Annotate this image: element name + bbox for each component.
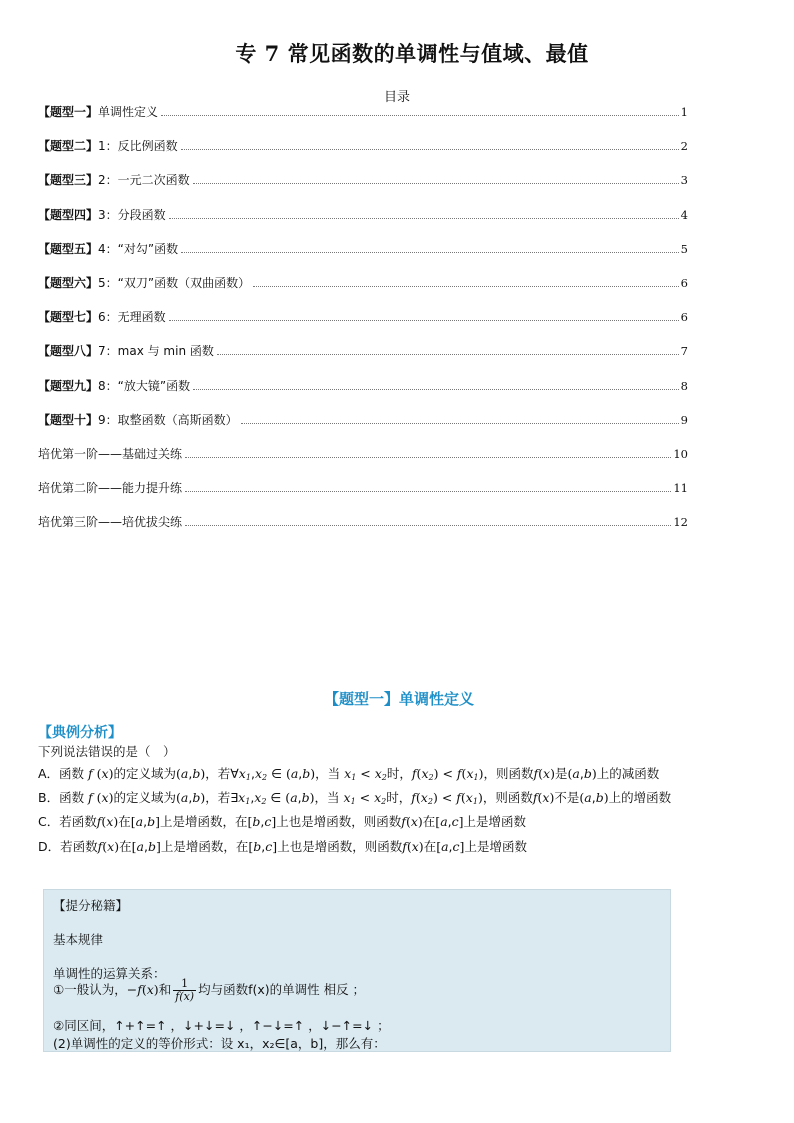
toc-entry-text: 7：max 与 min 函数 — [98, 344, 214, 359]
toc-entry-label — [38, 275, 250, 291]
toc-entry-tag: 【题型七】 — [38, 310, 99, 325]
toc-leader-dots — [181, 148, 679, 150]
tip-line-3: ①一般认为，−f(x)和 $\frac{1}{f(x)}$ 均与函数f(x)的单调性 相反 ； — [53, 977, 366, 1003]
section-title: 【题型一】单调性定义 — [323, 690, 474, 708]
toc-leader-dots — [161, 114, 679, 116]
toc-entry-tag: 【题型十】 — [38, 412, 99, 427]
toc-entry[interactable] — [38, 412, 688, 446]
toc-entry-tag: 【题型四】 — [38, 207, 99, 222]
tip-line-4: ②同区间，↑+↑=↑ ，↓+↓=↓ ，↑−↓=↑ ，↓−↑=↓ ； — [53, 1018, 390, 1033]
toc-leader-dots — [169, 217, 679, 219]
toc-leader-dots — [181, 251, 679, 253]
option-d: D．若函数f(x)在[a,b]上是增函数，在[b,c]上也是增函数，则函数f(x)在[a,c]上是增函数 — [38, 838, 527, 854]
toc-entry[interactable] — [38, 104, 688, 138]
toc-heading: 目录 — [383, 90, 410, 105]
toc-entry-label — [38, 104, 158, 120]
toc-page-number: 6 — [680, 310, 688, 325]
toc-entry-text: 培优第一阶——基础过关练 — [38, 446, 183, 461]
toc-entry-label — [38, 241, 178, 257]
toc-page-number: 1 — [680, 105, 688, 119]
toc-page-number: 5 — [680, 241, 688, 256]
toc-page-number: 11 — [673, 481, 688, 496]
option-a: A．函数 f (x)的定义域为(a,b)，若$\forall x_1,x_2$ ∈ (a,b)，当 $x_1 < x_2$时，$f(x_2) < f(x_1)$，则函数f(x)是(a,b)上的减函数 — [38, 766, 660, 782]
toc-entry[interactable] — [38, 138, 688, 172]
question-stem: 下列说法错误的是（ ） — [38, 744, 176, 759]
tip-header: 【提分秘籍】 — [53, 898, 129, 913]
option-c: C．若函数f(x)在[a,b]上是增函数，在[b,c]上也是增函数，则函数f(x)在[a,c]上是增函数 — [38, 814, 527, 830]
toc-entry-label — [38, 514, 182, 530]
document-title: 专 7 常见函数的单调性与值域、最值 — [235, 41, 589, 66]
toc-entry-label — [38, 378, 190, 394]
toc-leader-dots — [253, 285, 679, 287]
toc-entry-tag: 【题型五】 — [38, 241, 99, 256]
toc-entry-tag: 【题型八】 — [38, 344, 99, 359]
toc-leader-dots — [185, 524, 671, 526]
toc-page-number: 3 — [680, 173, 688, 188]
toc-entry[interactable] — [38, 378, 688, 412]
toc-entry-text: 培优第二阶——能力提升练 — [38, 481, 183, 496]
toc-leader-dots — [241, 422, 679, 424]
toc-entry[interactable] — [38, 309, 688, 343]
toc-page-number: 9 — [680, 412, 688, 427]
toc-page-number: 12 — [673, 515, 688, 530]
toc-entry-text: 8：“放大镜”函数 — [98, 378, 191, 393]
toc-entry-tag: 【题型一】 — [38, 105, 99, 119]
toc-leader-dots — [185, 456, 671, 458]
toc-leader-dots — [193, 182, 679, 184]
toc-page-number: 8 — [680, 378, 688, 393]
option-b: B．函数 f (x)的定义域为(a,b)，若$\exists x_1,x_2$ ∈ (a,b)，当 $x_1 < x_2$时，$f(x_2) < f(x_1)$，则函数f(x)不是(a,b)上的增函数 — [38, 790, 672, 807]
reciprocal-fraction: $\frac{1}{f(x)}$ — [175, 977, 195, 1003]
tip-line-5: (2)单调性的定义的等价形式：设 x₁，x₂∈[a，b]，那么有： — [53, 1036, 386, 1051]
tip-line-2: 单调性的运算关系： — [53, 966, 166, 981]
toc-entry-text: 2：一元二次函数 — [98, 173, 190, 188]
toc-entry-label — [38, 412, 238, 428]
toc-entry-text: 1：反比例函数 — [98, 139, 178, 154]
toc-entry-label — [38, 480, 182, 496]
toc-entry-tag: 【题型六】 — [38, 275, 99, 290]
toc-entry-label — [38, 446, 182, 462]
toc-entry-tag: 【题型二】 — [38, 139, 99, 154]
toc-entry-text: 6：无理函数 — [98, 310, 166, 325]
toc-page-number: 7 — [680, 344, 688, 359]
toc-entry[interactable] — [38, 446, 688, 480]
toc-page-number: 10 — [673, 446, 688, 461]
toc-entry-label — [38, 207, 166, 223]
toc-entry-label — [38, 138, 178, 154]
toc-entry[interactable] — [38, 241, 688, 275]
toc-entry-label — [38, 309, 166, 325]
toc-entry-text: 3：分段函数 — [98, 207, 166, 222]
toc-leader-dots — [169, 319, 679, 321]
example-label: 【典例分析】 — [38, 725, 122, 741]
toc-page-number: 6 — [680, 275, 688, 290]
toc-leader-dots — [185, 490, 671, 492]
toc-entry-text: 9：取整函数（高斯函数） — [98, 412, 238, 427]
toc-entry-text: 4：“对勾”函数 — [98, 241, 179, 256]
toc-entry[interactable] — [38, 207, 688, 241]
options-list — [38, 764, 778, 861]
toc-entry-tag: 【题型九】 — [38, 378, 99, 393]
toc-leader-dots — [217, 353, 679, 355]
toc-page-number: 2 — [680, 139, 688, 154]
toc-leader-dots — [193, 388, 679, 390]
toc-entry-text: 5：“双刀”函数（双曲函数） — [98, 275, 251, 290]
toc-entry[interactable] — [38, 275, 688, 309]
toc-entry[interactable] — [38, 514, 688, 548]
toc-entry-text: 单调性定义 — [98, 105, 159, 119]
toc-entry-text: 培优第三阶——培优拔尖练 — [38, 515, 183, 530]
toc-entry-tag: 【题型三】 — [38, 173, 99, 188]
tip-line-1: 基本规律 — [53, 932, 104, 947]
toc-entry[interactable] — [38, 172, 688, 206]
table-of-contents — [38, 104, 688, 548]
toc-entry[interactable] — [38, 343, 688, 377]
tip-box — [43, 889, 671, 1052]
toc-entry-label — [38, 172, 190, 188]
toc-entry[interactable] — [38, 480, 688, 514]
toc-entry-label — [38, 343, 214, 359]
toc-page-number: 4 — [680, 207, 688, 222]
